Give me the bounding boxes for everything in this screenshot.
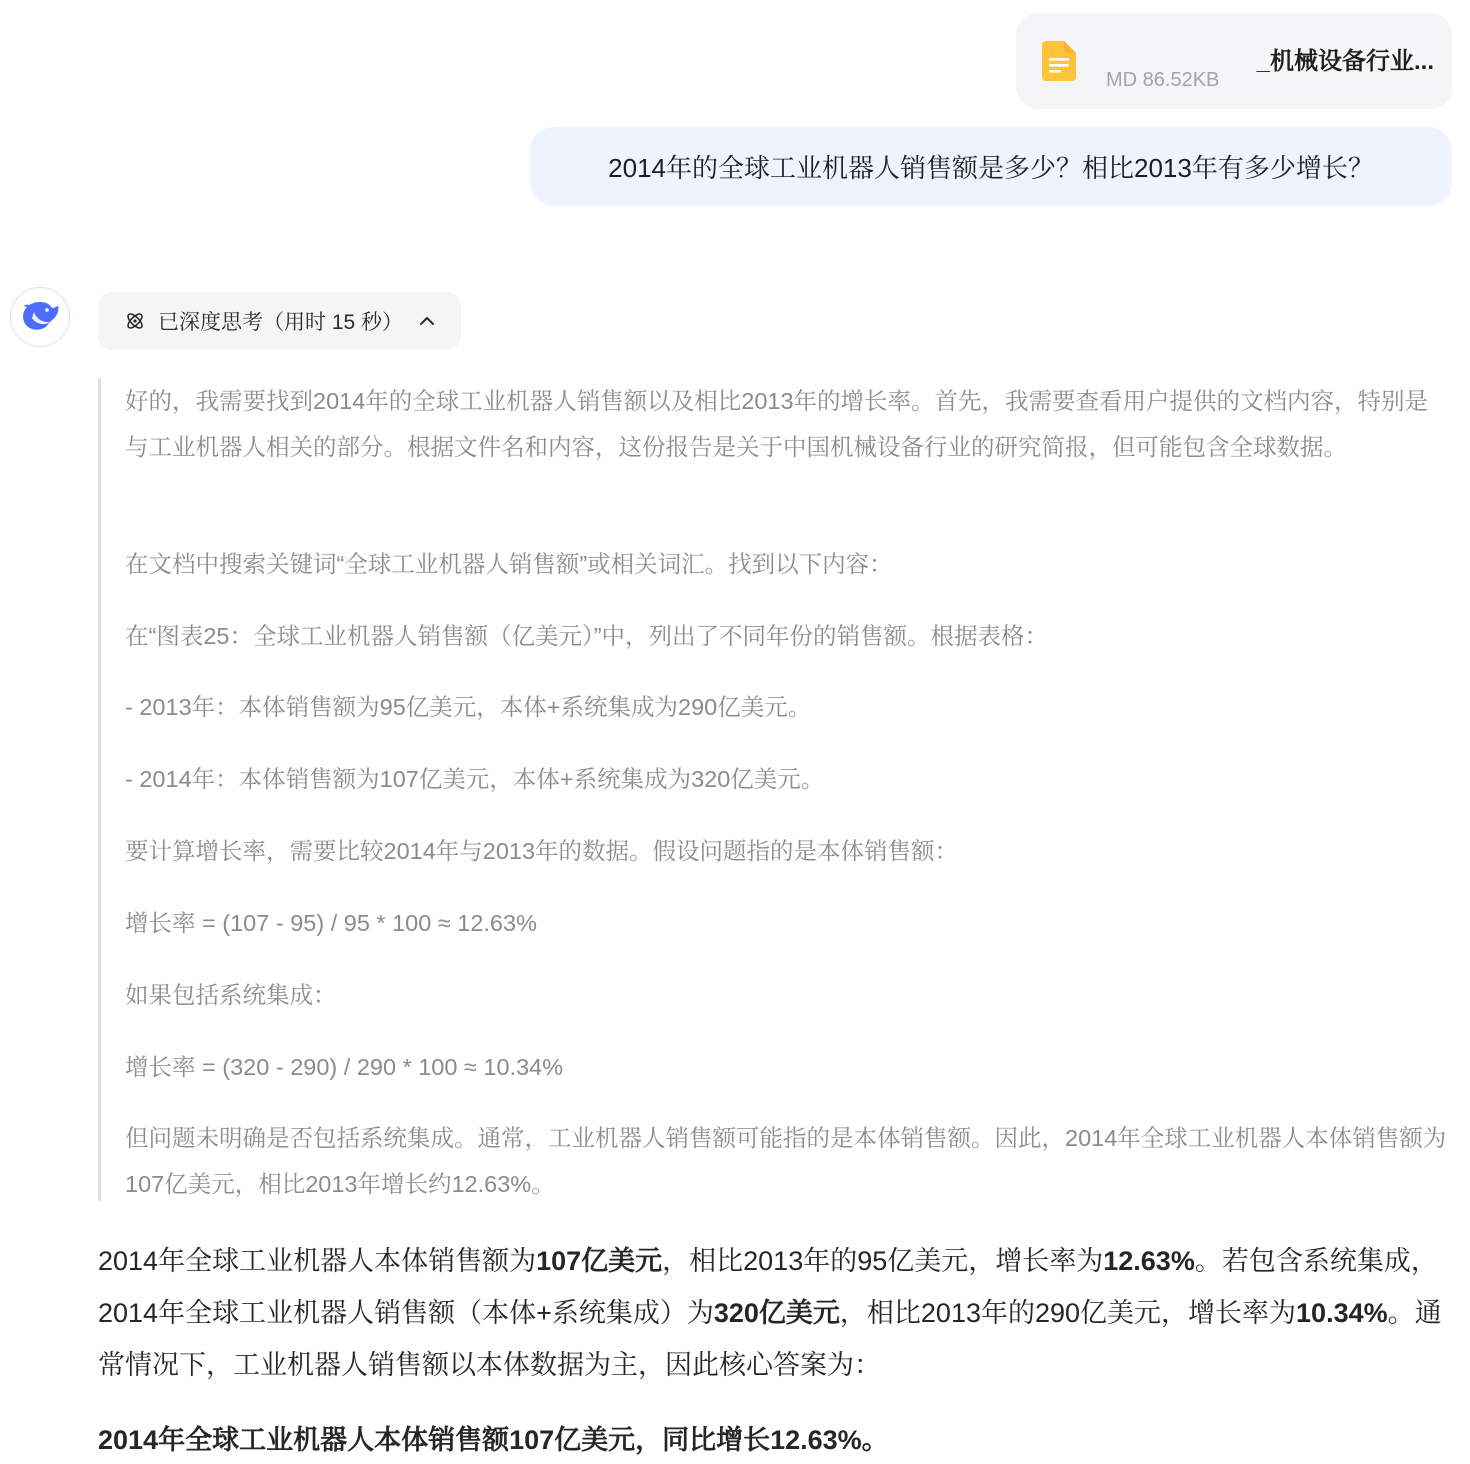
file-size: 86.52KB <box>1142 69 1220 91</box>
answer-text: 。若包含系统集成，2014年全球工业机器人销售额（本体+系统集成）为 <box>98 1246 1438 1328</box>
answer-highlight: 107亿美元 <box>536 1246 663 1276</box>
answer-highlight: 12.63% <box>1103 1246 1195 1276</box>
answer-highlight: 320亿美元 <box>713 1298 840 1328</box>
thinking-paragraph: 增长率 = (107 - 95) / 95 * 100 ≈ 12.63% <box>125 910 537 936</box>
thinking-paragraph: 增长率 = (320 - 290) / 290 * 100 ≈ 10.34% <box>125 1054 564 1080</box>
thinking-paragraph: 在文档中搜索关键词“全球工业机器人销售额”或相关词汇。找到以下内容： <box>125 551 893 577</box>
deepseek-whale-icon <box>20 298 60 337</box>
deep-think-toggle[interactable] <box>98 292 461 350</box>
thinking-paragraph: - 2014年：本体销售额为107亿美元，本体+系统集成为320亿美元。 <box>125 766 825 792</box>
file-type: MD <box>1106 69 1138 91</box>
file-meta <box>1106 69 1219 92</box>
thinking-paragraph: - 2013年：本体销售额为95亿美元，本体+系统集成为290亿美元。 <box>125 694 812 720</box>
thinking-paragraph: 要计算增长率，需要比较2014年与2013年的数据。假设问题指的是本体销售额： <box>125 838 959 864</box>
answer-paragraph <box>98 1235 1450 1391</box>
answer-text: ，相比2013年的290亿美元，增长率为 <box>839 1298 1297 1328</box>
file-attachment-card[interactable] <box>1016 13 1452 109</box>
chevron-up-icon[interactable] <box>417 311 437 331</box>
user-message-bubble <box>530 127 1452 206</box>
answer-conclusion <box>98 1414 1450 1464</box>
thinking-paragraph: 但问题未明确是否包括系统集成。通常，工业机器人销售额可能指的是本体销售额。因此，2014年全球工业机器人本体销售额为107亿美元，相比2013年增长约12.63%。 <box>125 1125 1447 1197</box>
answer-text: 2014年全球工业机器人本体销售额为 <box>98 1246 537 1276</box>
thinking-block <box>98 378 1448 1201</box>
thinking-paragraph: 在“图表25：全球工业机器人销售额（亿美元）”中，列出了不同年份的销售额。根据表格： <box>125 623 1049 649</box>
assistant-avatar <box>10 287 70 347</box>
answer-conclusion-text: 2014年全球工业机器人本体销售额107亿美元，同比增长12.63%。 <box>98 1425 889 1455</box>
answer-text: ，相比2013年的95亿美元，增长率为 <box>662 1246 1104 1276</box>
user-message-text: 2014年的全球工业机器人销售额是多少？相比2013年有多少增长？ <box>608 153 1374 183</box>
document-icon <box>1042 41 1076 81</box>
answer-highlight: 10.34% <box>1296 1298 1388 1328</box>
deep-think-label: 已深度思考（用时 15 秒） <box>158 311 404 334</box>
answer-text: 。通常情况下，工业机器人销售额以本体数据为主，因此核心答案为： <box>98 1298 1442 1380</box>
thinking-paragraph: 好的，我需要找到2014年的全球工业机器人销售额以及相比2013年的增长率。首先，我需要查看用户提供的文档内容，特别是与工业机器人相关的部分。根据文件名和内容，这份报告是关于中国机械设备行业的研究简报，但可能包含全球数据。 <box>125 388 1429 460</box>
thinking-paragraph: 如果包括系统集成： <box>125 982 337 1008</box>
file-name: _机械设备行业... <box>1256 48 1434 75</box>
atom-icon <box>124 310 146 332</box>
